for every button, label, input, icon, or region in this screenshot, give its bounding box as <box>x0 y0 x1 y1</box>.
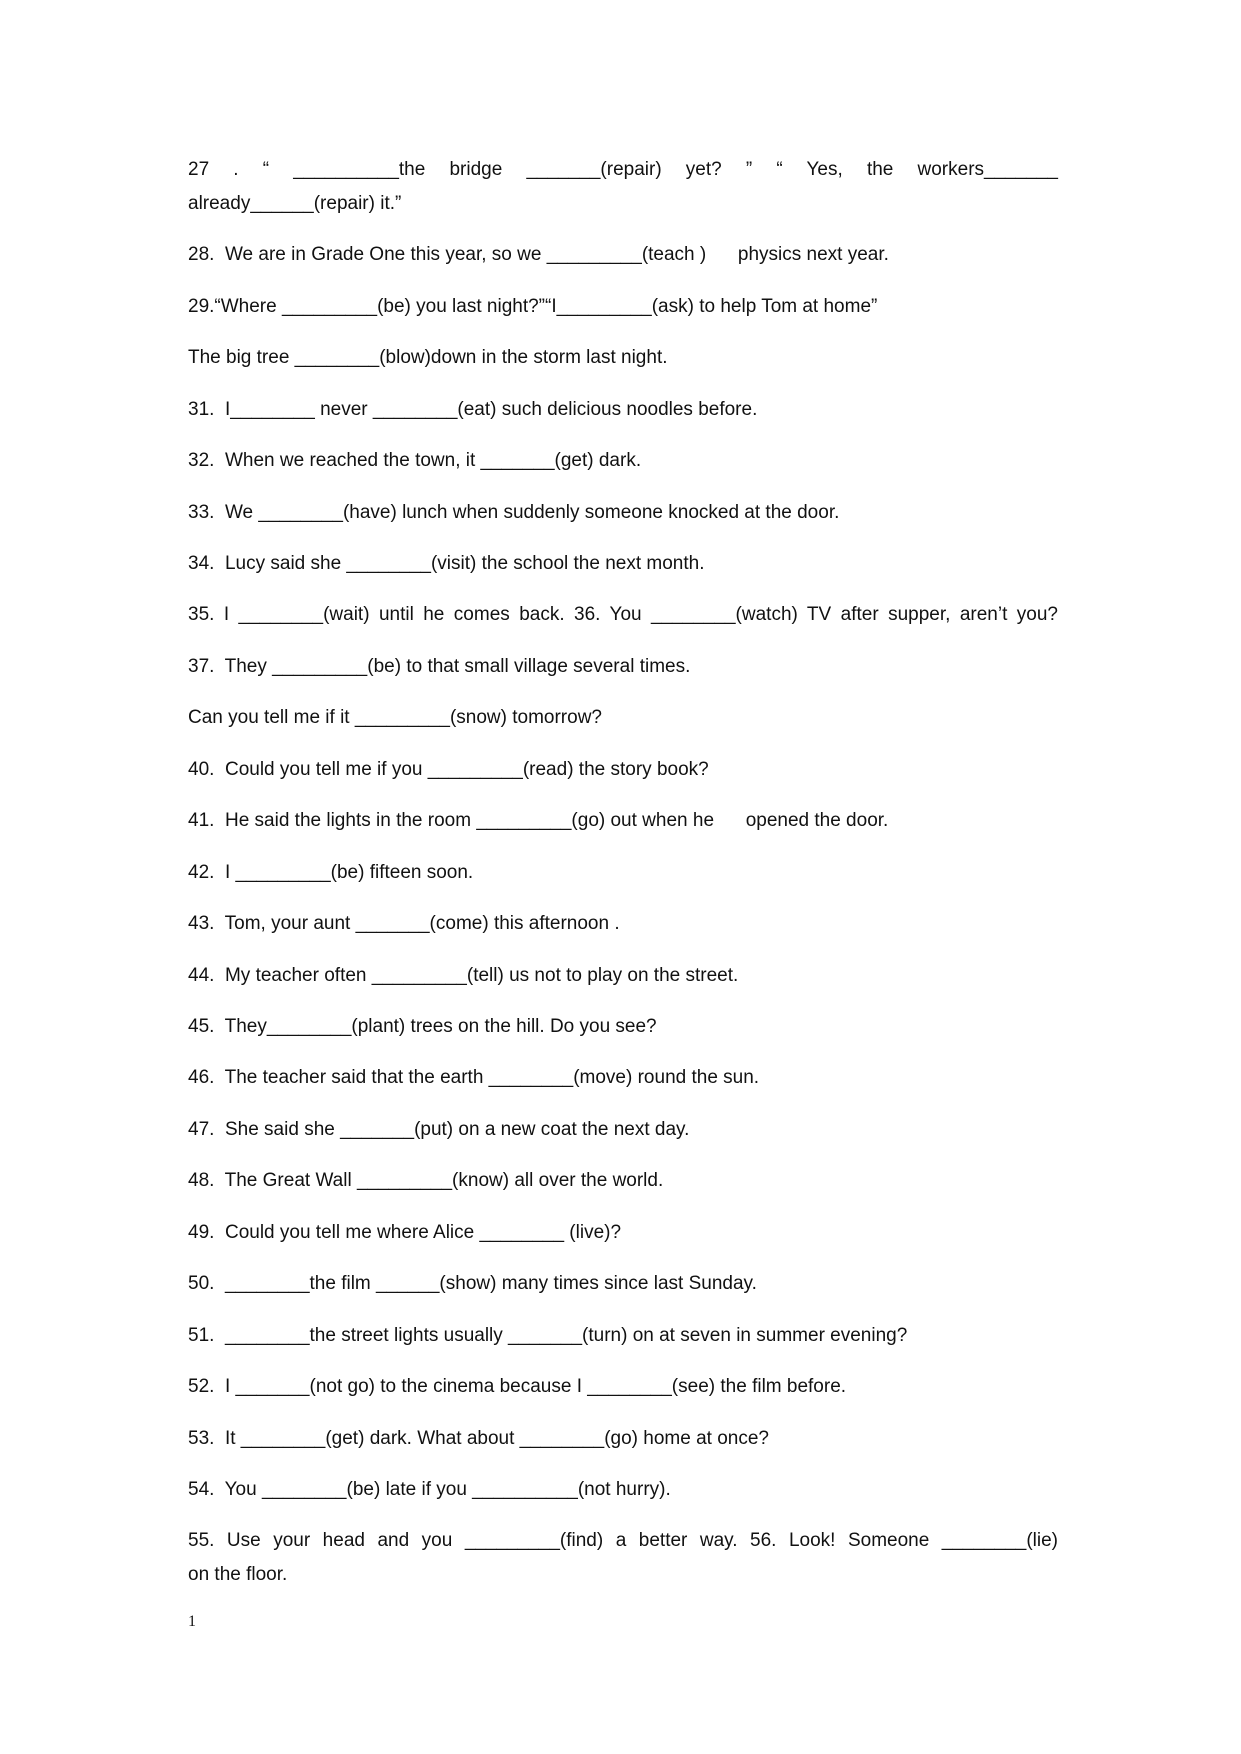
exercise-47: 47. She said she _______(put) on a new coat the next day. <box>188 1119 690 1140</box>
exercise-45: 45. They________(plant) trees on the hill. Do you see? <box>188 1016 657 1037</box>
exercise-32: 32. When we reached the town, it _______(get) dark. <box>188 450 642 471</box>
exercise-27-line-1: 27 . “ __________the bridge _______(repair) yet? ” “ Yes, the workers_______ <box>188 159 1058 180</box>
exercise-40: 40. Could you tell me if you _________(read) the story book? <box>188 759 709 780</box>
exercise-48: 48. The Great Wall _________(know) all over the world. <box>188 1170 664 1191</box>
exercise-43: 43. Tom, your aunt _______(come) this afternoon . <box>188 913 620 934</box>
exercise-52: 52. I _______(not go) to the cinema because I ________(see) the film before. <box>188 1376 847 1397</box>
exercise-37: 37. They _________(be) to that small village several times. <box>188 656 691 677</box>
exercise-30: The big tree ________(blow)down in the storm last night. <box>188 347 668 368</box>
exercise-44: 44. My teacher often _________(tell) us not to play on the street. <box>188 965 739 986</box>
exercise-54: 54. You ________(be) late if you __________(not hurry). <box>188 1479 671 1500</box>
exercise-55-56-line-1: 55. Use your head and you _________(find) a better way. 56. Look! Someone ________(lie) <box>188 1530 1058 1551</box>
exercise-50: 50. ________the film ______(show) many times since last Sunday. <box>188 1273 757 1294</box>
exercise-46: 46. The teacher said that the earth ________(move) round the sun. <box>188 1067 760 1088</box>
exercise-28: 28. We are in Grade One this year, so we _________(teach ) physics next year. <box>188 244 889 265</box>
exercise-38: Can you tell me if it _________(snow) tomorrow? <box>188 707 602 728</box>
exercise-41: 41. He said the lights in the room _________(go) out when he opened the door. <box>188 810 889 831</box>
exercise-49: 49. Could you tell me where Alice ________ (live)? <box>188 1222 622 1243</box>
exercise-51: 51. ________the street lights usually _______(turn) on at seven in summer evening? <box>188 1325 908 1346</box>
exercise-56-line-2: on the floor. <box>188 1564 288 1585</box>
page-number: 1 <box>188 1613 196 1630</box>
exercise-34: 34. Lucy said she ________(visit) the school the next month. <box>188 553 705 574</box>
exercise-33: 33. We ________(have) lunch when suddenly someone knocked at the door. <box>188 502 840 523</box>
exercise-35-36: 35. I ________(wait) until he comes back. 36. You ________(watch) TV after supper, aren’t you? <box>188 604 1058 625</box>
exercise-31: 31. I________ never ________(eat) such delicious noodles before. <box>188 399 758 420</box>
exercise-42: 42. I _________(be) fifteen soon. <box>188 862 474 883</box>
exercise-27-line-2: already______(repair) it.” <box>188 193 402 214</box>
exercise-29: 29.“Where _________(be) you last night?”“I_________(ask) to help Tom at home” <box>188 296 878 317</box>
exercise-53: 53. It ________(get) dark. What about ________(go) home at once? <box>188 1428 769 1449</box>
